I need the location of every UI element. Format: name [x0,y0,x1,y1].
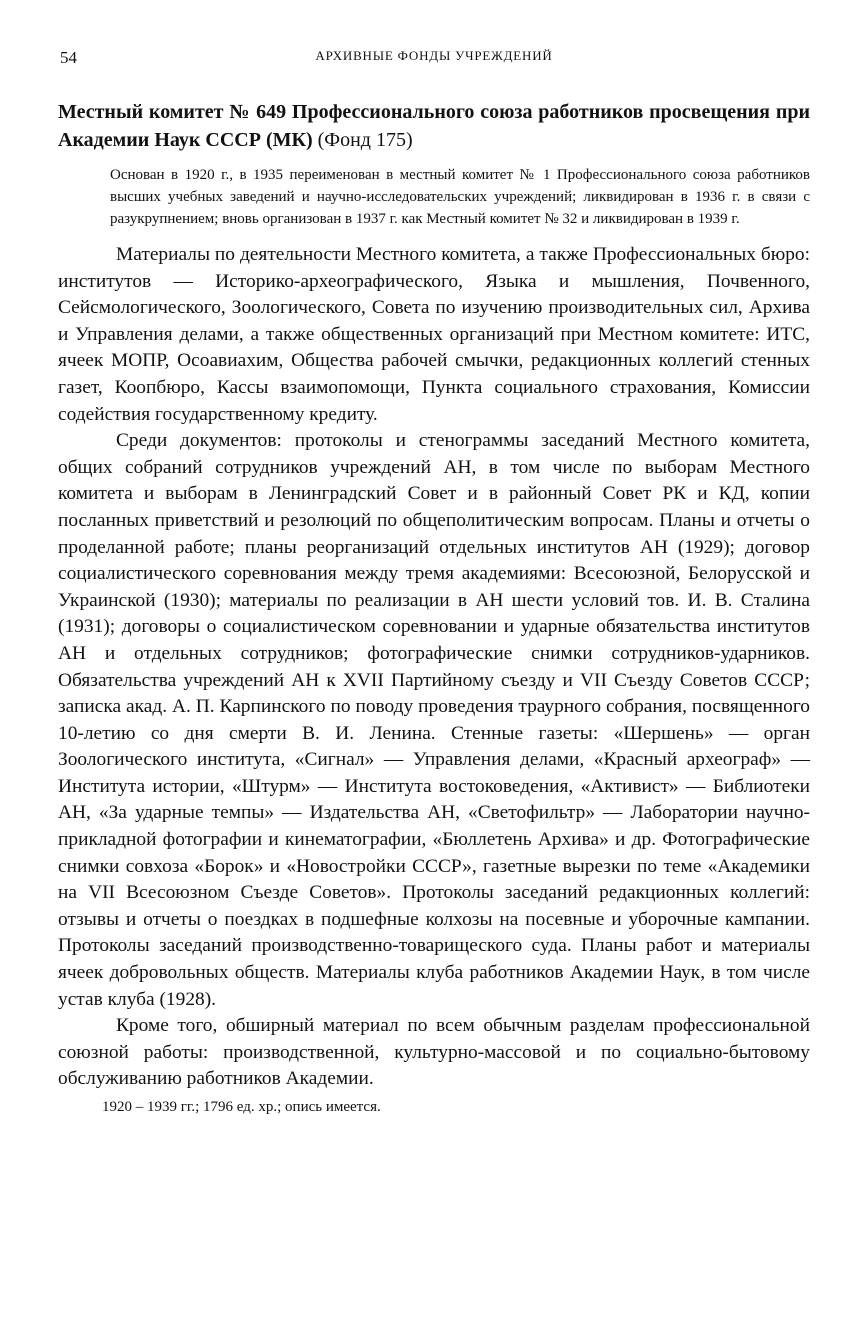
body-paragraph-2: Среди документов: протоколы и стенограммы заседаний Местного комитета, общих собраний сотрудников учреждений АН, в том числе по выборам Местного комитета и выборам в Ленинградский Совет и в районный Совет РК и КД, копии посланных приветствий и резолюций по общеполитическим вопросам. Планы и отчеты о проделанной работе; планы реорганизаций отдельных институтов АН (1929); договор социалистического соревнования между тремя академиями: Всесоюзной, Белорусской и Украинской (1930); материалы по реализации в АН шести условий тов. И. В. Сталина (1931); договоры о социалистическом соревновании и ударные обязательства институтов АН и отдельных сотрудников; фотографические снимки сотрудников-ударников. Обязательства учреждений АН к XVII Партийному съезду и VII Съезду Советов СССР; записка акад. А. П. Карпинского по поводу проведения траурного собрания, посвященного 10-летию со дня смерти В. И. Ленина. Стенные газеты: «Шершень» — орган Зоологического института, «Сигнал» — Управления делами, «Красный археограф» — Института истории, «Штурм» — Института востоковедения, «Активист» — Библиотеки АН, «За ударные темпы» — Издательства АН, «Светофильтр» — Лаборатории научно-прикладной фотографии и кинематографии, «Бюллетень Архива» и др. Фотографические снимки совхоза «Борок» и «Новостройки СССР», газетные вырезки по теме «Академики на VII Всесоюзном Съезде Советов». Протоколы заседаний редакционных коллегий: отзывы и отчеты о поездках в подшефные колхозы на посевные и уборочные кампании. Протоколы заседаний производственно-товарищеского суда. Планы работ и материалы ячеек добровольных обществ. Материалы клуба работников Академии Наук, в том числе устав клуба (1928). [58,430,810,1010]
holdings-summary: 1920 – 1939 гг.; 1796 ед. хр.; опись имеется. [102,1099,381,1115]
running-title: АРХИВНЫЕ ФОНДЫ УЧРЕЖДЕНИЙ [315,48,553,63]
document-page [58,44,810,1116]
entry-history-note: Основан в 1920 г., в 1935 переименован в местный комитет № 1 Профессионального союза работников высших учебных заведений и научно-исследовательских учреждений; ликвидирован в 1936 г. в связи с разукрупнением; вновь организован в 1937 г. как Местный комитет № 32 и ликвидирован в 1939 г. [110,167,810,227]
body-paragraph-3: Кроме того, обширный материал по всем обычным разделам профессиональной союзной работы: производственной, культурно-массовой и по социально-бытовому обслуживанию работников Академии. [58,1015,810,1090]
entry-title-text: Местный комитет № 649 Профессионального союза работников просвещения при Академии Наук СССР (МК) [58,101,810,151]
page-header [58,44,810,68]
entry-title [58,98,810,154]
body-paragraph-1: Материалы по деятельности Местного комитета, а также Профессиональных бюро: институтов — Историко-археографического, Языка и мышления, Почвенного, Сейсмологического, Зоологического, Совета по изучению производительных сил, Архива и Управления делами, а также общественных организаций при Местном комитете: ИТС, ячеек МОПР, Осоавиахим, Общества рабочей смычки, редакционных коллегий стенных газет, Коопбюро, Кассы взаимопомощи, Пункта социального страхования, Комиссии содействия государственному кредиту. [58,244,810,425]
page-number: 54 [60,48,77,67]
fond-number: (Фонд 175) [317,129,413,151]
